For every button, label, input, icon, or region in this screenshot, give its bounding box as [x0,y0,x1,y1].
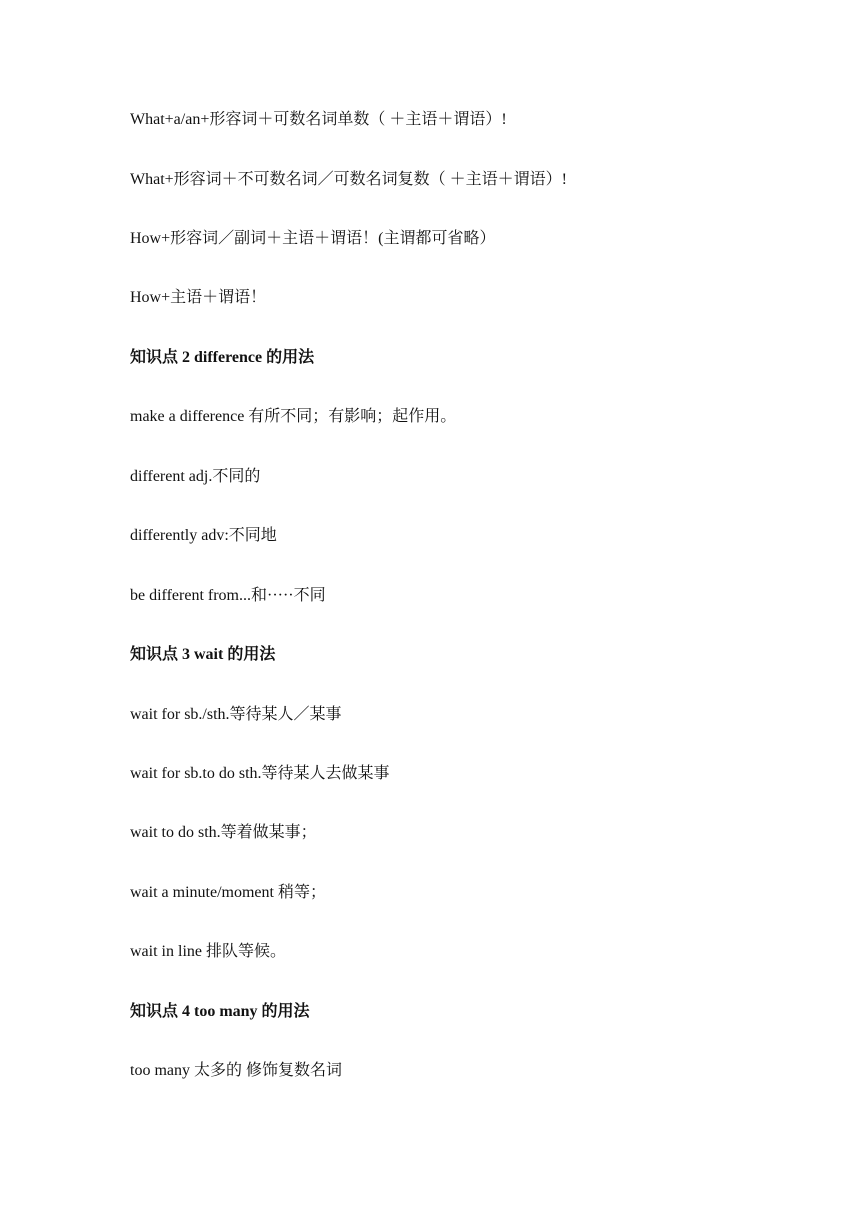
phrase-wait-a-minute: wait a minute/moment 稍等； [130,884,326,901]
phrase-make-a-difference: make a difference 有所不同；有影响；起作用。 [130,408,457,425]
exclamation-pattern-what-singular: What+a/an+形容词＋可数名词单数（ ＋主语＋谓语）! [130,111,507,128]
phrase-wait-to-do: wait to do sth.等着做某事； [130,824,317,841]
phrase-too-many: too many 太多的 修饰复数名词 [130,1062,342,1079]
phrase-wait-for-sb-to-do: wait for sb.to do sth.等待某人去做某事 [130,765,390,782]
section-heading-difference: 知识点 2 difference 的用法 [130,349,315,366]
exclamation-pattern-how-adjective: How+形容词／副词＋主语＋谓语！(主谓都可省略） [130,230,496,247]
section-heading-too-many: 知识点 4 too many 的用法 [130,1003,310,1020]
section-heading-wait: 知识点 3 wait 的用法 [130,646,276,663]
phrase-be-different-from: be different from...和·····不同 [130,587,326,604]
exclamation-pattern-what-plural: What+形容词＋不可数名词／可数名词复数（ ＋主语＋谓语）! [130,171,568,188]
phrase-wait-in-line: wait in line 排队等候。 [130,943,286,960]
phrase-differently-adv: differently adv:不同地 [130,527,277,544]
exclamation-pattern-how-subject: How+主语＋谓语！ [130,289,267,306]
phrase-different-adj: different adj.不同的 [130,468,261,485]
phrase-wait-for-sb: wait for sb./sth.等待某人／某事 [130,706,342,723]
